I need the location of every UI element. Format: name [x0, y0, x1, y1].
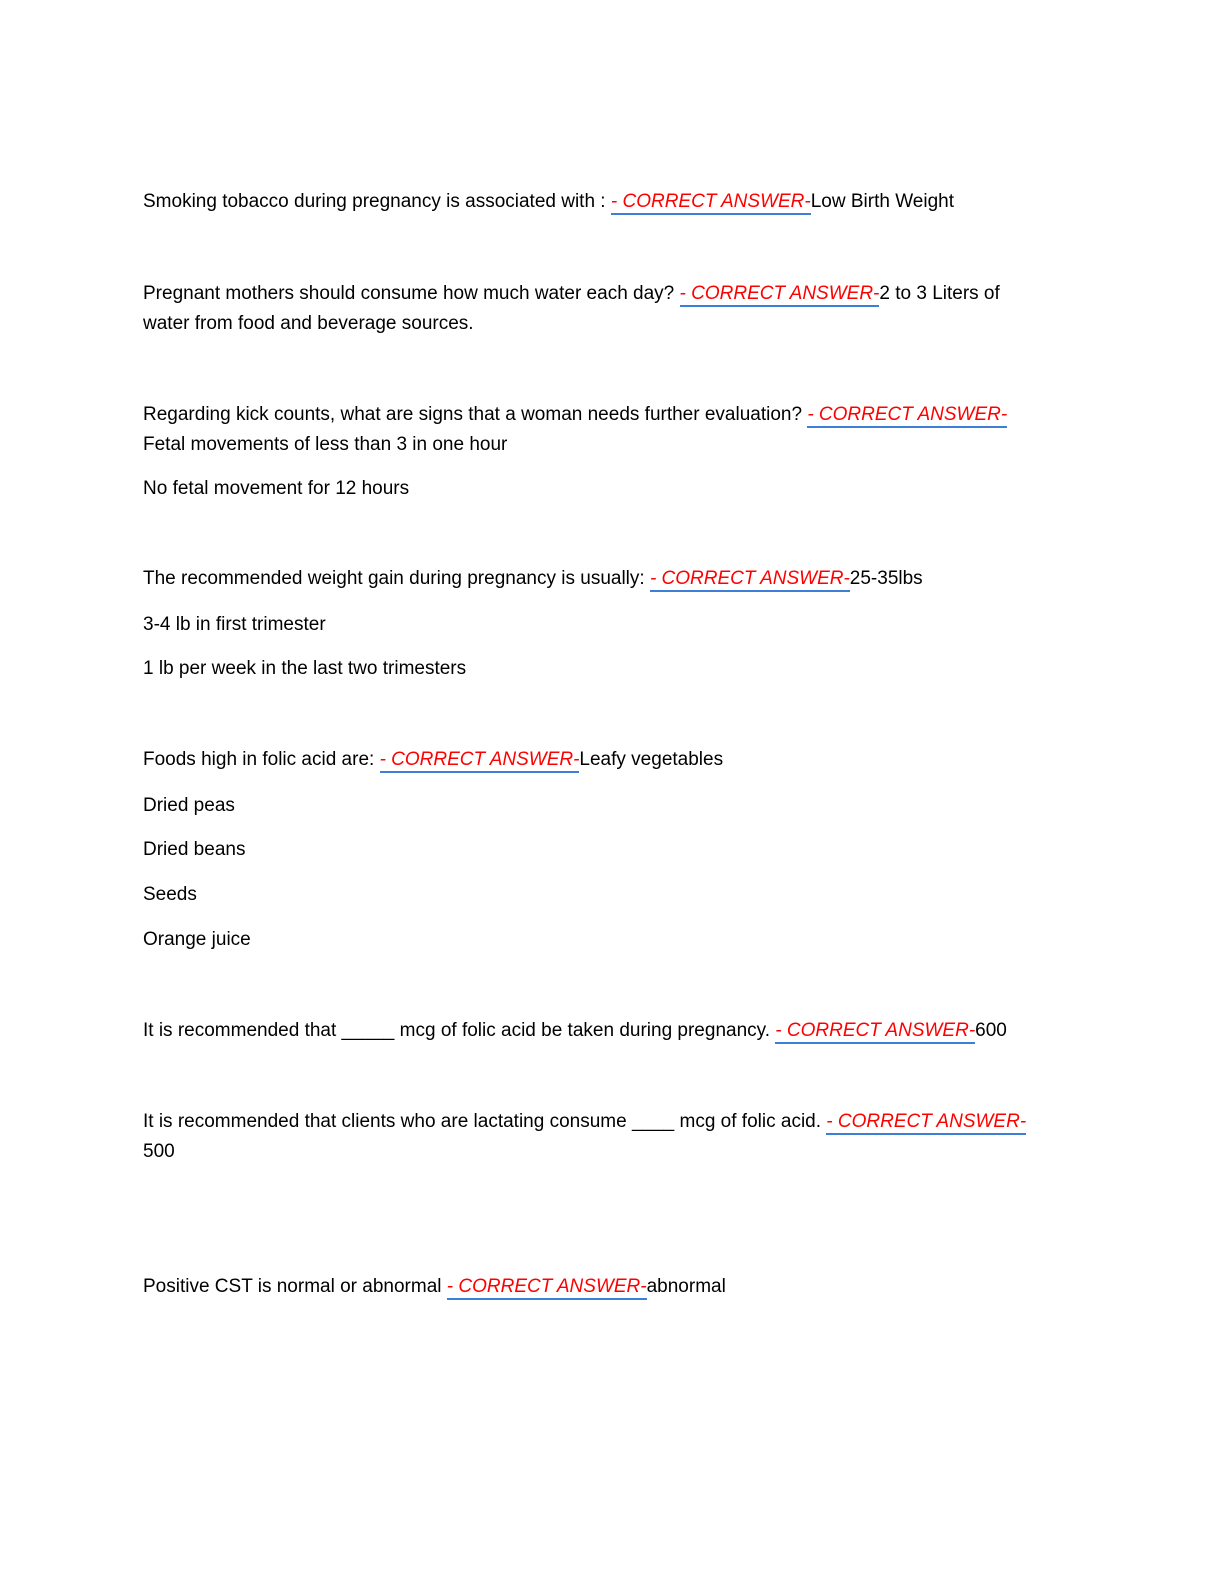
answer-5-extra-line: Seeds — [143, 884, 197, 905]
answer-4-extra-line: 3-4 lb in first trimester — [143, 614, 326, 635]
question-6-text: It is recommended that _____ mcg of folic acid be taken during pregnancy. — [143, 1020, 776, 1041]
answer-6-text: 600 — [975, 1020, 1007, 1041]
question-2-text: Pregnant mothers should consume how much water each day? — [143, 283, 680, 304]
correct-answer-marker: - CORRECT ANSWER- — [611, 191, 811, 215]
question-1-text: Smoking tobacco during pregnancy is associated with : — [143, 191, 611, 212]
correct-answer-marker: - CORRECT ANSWER- — [650, 568, 850, 592]
answer-2-continuation: water from food and beverage sources. — [143, 313, 474, 334]
correct-answer-marker: - CORRECT ANSWER- — [826, 1111, 1026, 1135]
question-8 — [143, 1275, 726, 1299]
correct-answer-marker: - CORRECT ANSWER- — [447, 1276, 647, 1300]
answer-1-text: Low Birth Weight — [810, 191, 954, 212]
question-6 — [143, 1019, 1007, 1043]
question-4 — [143, 567, 923, 591]
answer-5-extra-line: Dried peas — [143, 795, 235, 816]
answer-3-extra-line: No fetal movement for 12 hours — [143, 478, 410, 499]
answer-2-text: 2 to 3 Liters of — [879, 283, 1000, 304]
question-5 — [143, 748, 723, 772]
question-8-text: Positive CST is normal or abnormal — [143, 1276, 447, 1297]
answer-5-extra-line: Dried beans — [143, 839, 246, 860]
correct-answer-marker: - CORRECT ANSWER- — [807, 404, 1007, 428]
question-5-text: Foods high in folic acid are: — [143, 749, 380, 770]
answer-3-text: Fetal movements of less than 3 in one hour — [143, 434, 508, 455]
answer-4-extra-line: 1 lb per week in the last two trimesters — [143, 658, 467, 679]
answer-4-text: 25-35lbs — [849, 568, 923, 589]
question-3 — [143, 403, 1007, 427]
answer-7-text: 500 — [143, 1141, 175, 1162]
question-4-text: The recommended weight gain during pregnancy is usually: — [143, 568, 650, 589]
answer-8-text: abnormal — [646, 1276, 726, 1297]
answer-5-text: Leafy vegetables — [579, 749, 724, 770]
question-3-text: Regarding kick counts, what are signs that a woman needs further evaluation? — [143, 404, 808, 425]
answer-5-extra-line: Orange juice — [143, 929, 251, 950]
correct-answer-marker: - CORRECT ANSWER- — [775, 1020, 975, 1044]
question-2 — [143, 282, 1000, 306]
question-7 — [143, 1110, 1026, 1134]
correct-answer-marker: - CORRECT ANSWER- — [680, 283, 880, 307]
correct-answer-marker: - CORRECT ANSWER- — [380, 749, 580, 773]
question-7-text: It is recommended that clients who are lactating consume ____ mcg of folic acid. — [143, 1111, 827, 1132]
question-1 — [143, 190, 954, 214]
